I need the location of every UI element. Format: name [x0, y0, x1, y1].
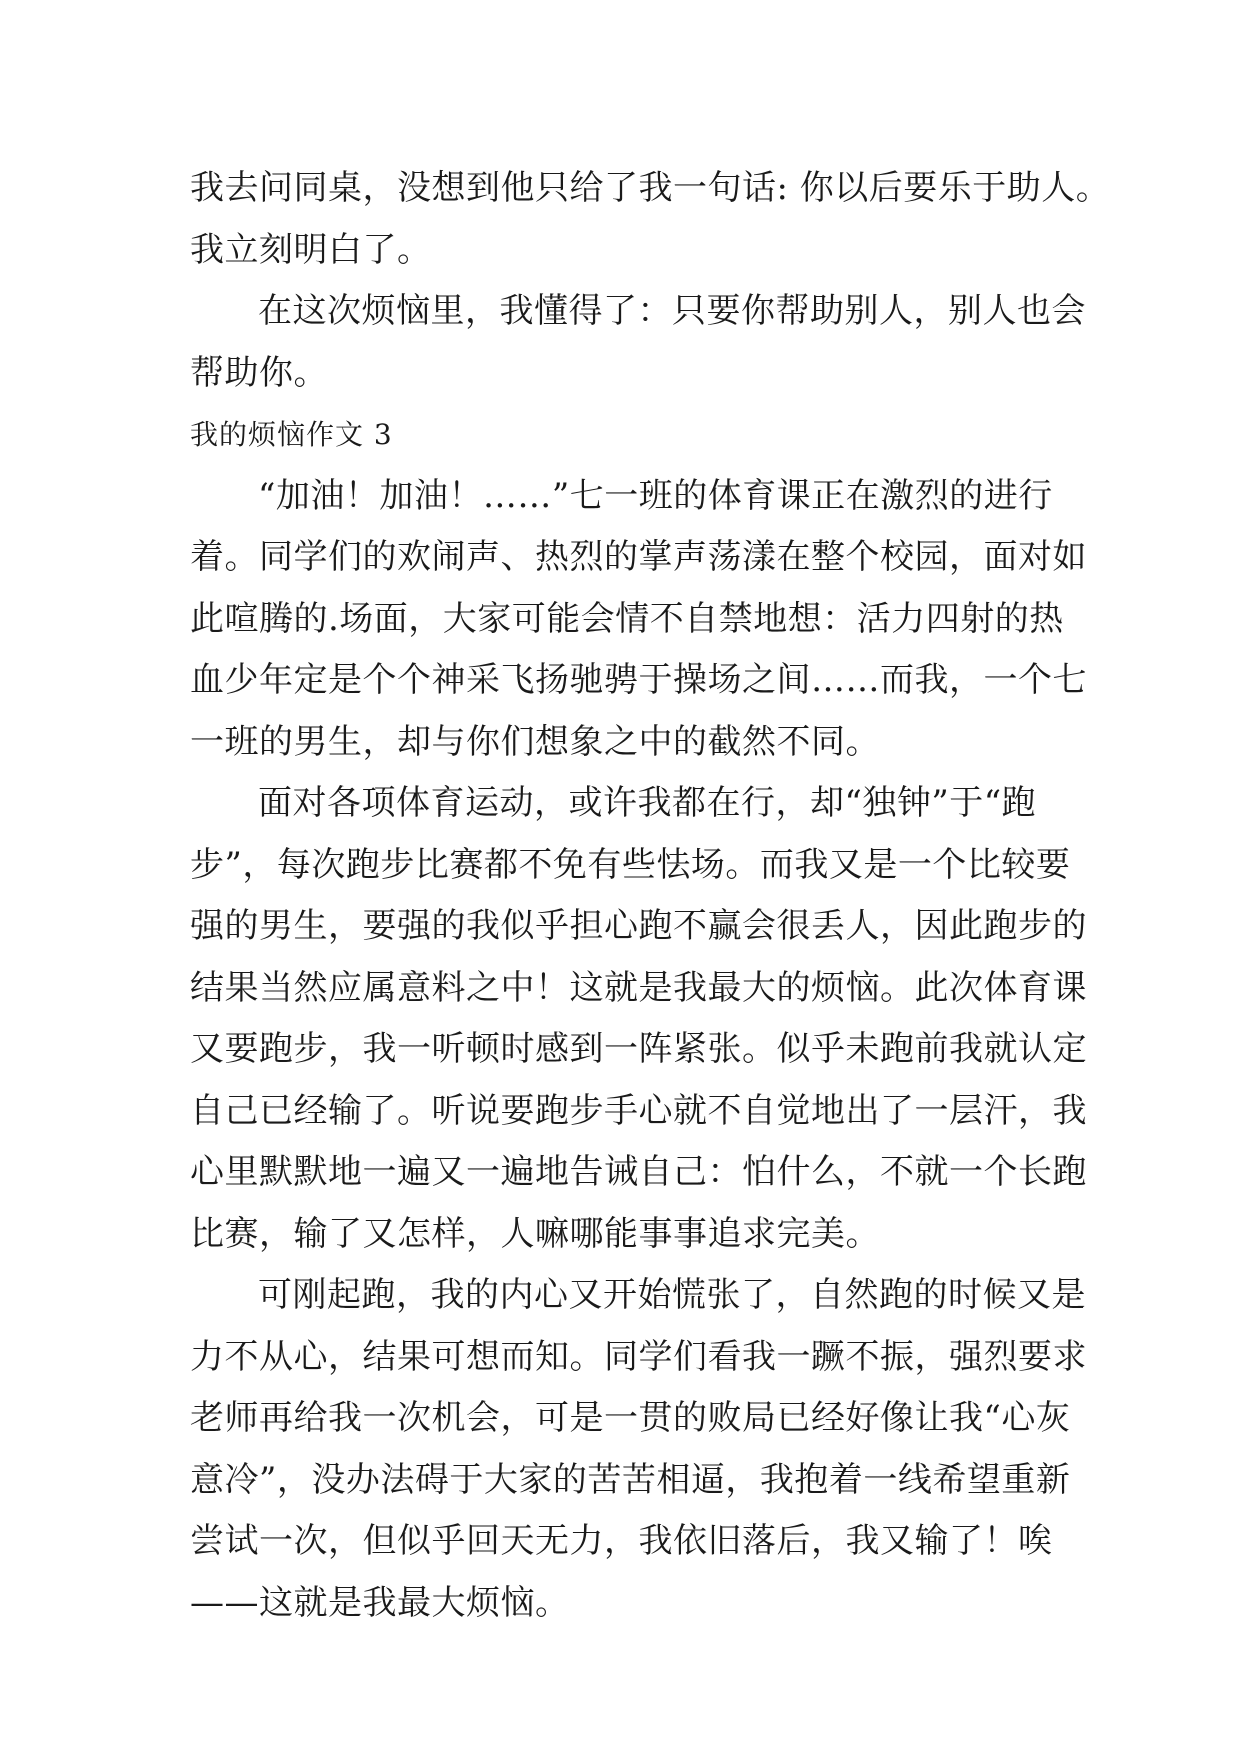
text-line: 着。同学们的欢闹声、热烈的掌声荡漾在整个校园，面对如: [190, 537, 1087, 577]
section-title: 我的烦恼作文 3: [190, 418, 393, 451]
text-line: 又要跑步，我一听顿时感到一阵紧张。似乎未跑前我就认定: [190, 1029, 1087, 1069]
document-body: [190, 158, 1111, 1634]
text-line: 尝试一次，但似乎回天无力，我依旧落后，我又输了！唉: [190, 1521, 1053, 1561]
text-line: 此喧腾的.场面，大家可能会情不自禁地想：活力四射的热: [190, 598, 1064, 639]
text-line: 一班的男生，却与你们想象之中的截然不同。: [190, 721, 880, 762]
text-line: 我去问同桌，没想到他只给了我一句话: 你以后要乐于助人。: [190, 168, 1111, 208]
text-line: 血少年定是个个神采飞扬驰骋于操场之间……而我，一个七: [190, 660, 1087, 700]
text-line: 我立刻明白了。: [190, 229, 432, 270]
paragraph-start-line: “加油！加油！……”七一班的体育课正在激烈的进行: [258, 475, 1053, 516]
text-line: 结果当然应属意料之中！这就是我最大的烦恼。此次体育课: [190, 967, 1087, 1008]
text-line: 步”，每次跑步比赛都不免有些怯场。而我又是一个比较要: [190, 844, 1071, 885]
text-line: 意冷”，没办法碍于大家的苦苦相逼，我抱着一线希望重新: [190, 1459, 1071, 1500]
paragraph-start-line: 可刚起跑，我的内心又开始慌张了，自然跑的时候又是: [258, 1275, 1086, 1315]
text-line: ——这就是我最大烦恼。: [190, 1582, 570, 1623]
text-line: 帮助你。: [190, 352, 328, 393]
text-line: 老师再给我一次机会，可是一贯的败局已经好像让我“心灰: [190, 1398, 1071, 1438]
paragraph-start-line: 面对各项体育运动，或许我都在行，却“独钟”于“跑: [258, 783, 1037, 823]
paragraph-start-line: 在这次烦恼里，我懂得了：只要你帮助别人，别人也会: [258, 291, 1086, 331]
text-line: 心里默默地一遍又一遍地告诫自己：怕什么，不就一个长跑: [190, 1152, 1087, 1192]
text-line: 比赛，输了又怎样，人嘛哪能事事追求完美。: [190, 1213, 880, 1254]
text-line: 自己已经输了。听说要跑步手心就不自觉地出了一层汗，我: [190, 1090, 1087, 1131]
text-line: 强的男生，要强的我似乎担心跑不赢会很丢人，因此跑步的: [190, 906, 1087, 946]
text-line: 力不从心，结果可想而知。同学们看我一蹶不振，强烈要求: [190, 1336, 1087, 1377]
